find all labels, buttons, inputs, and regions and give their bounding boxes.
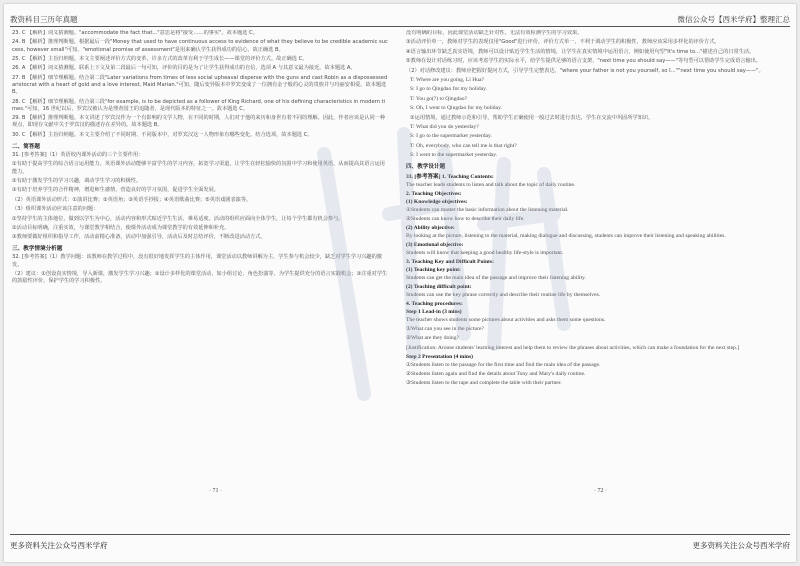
dialogue-line: ②运用情境，通过教师示范和引导，帮助学生正确使用一般过去时进行表达，学生在交流中巩固所学知识。 [410, 114, 654, 121]
paragraph: 32. [参考答案]（1）教学问题：该教师在教学过程中，没有很好地发挥学生的主体作用，课堂活动以教师讲解为主，学生参与机会较少，缺乏对学生学习兴趣的激发。 [12, 254, 382, 268]
paragraph: ③有助于培养学生的合作精神，增进师生感情，营造良好的学习氛围，促进学生全面发展。 [12, 187, 219, 194]
right-page-column [406, 30, 784, 484]
paragraph: 25. C 【解析】主旨归纳题。本文主要阐述评价方式的变革，许多方式的改革有利于学生成长——课堂的评价方式。故正确选 C。 [12, 55, 308, 62]
paragraph: ②活动目标明确，注重实效，与课堂教学相结合，使课外活动成为课堂教学的有效延伸和补充。 [12, 224, 230, 231]
paragraph: ④语言输出环节缺乏真实语境，教师可以设计贴近学生生活的情境，让学生在真实情境中运用语言，例如使用句型"It's time to..."描述自己的日常生活。 [406, 48, 755, 55]
subsection-heading: Step 1 Lead-in (3 mins) [406, 309, 462, 316]
section-heading: 四、教学设计题 [406, 164, 446, 171]
paragraph: The teacher leads students to listen and talk about the topic of daily routine. [406, 181, 576, 188]
paragraph: ①What can you see in the picture? [406, 325, 485, 332]
subsection-heading: Step 2 Presentation (4 mins) [406, 354, 474, 361]
paragraph: 30. C 【解析】主旨归纳题。本文主要介绍了不同时期、不同版本中，对罗宾汉这一人物形象有哪些变化。结合选项，故本题选 C。 [12, 131, 313, 138]
paragraph: ②有助于激发学生的学习兴趣，调动学生学习的积极性。 [12, 177, 142, 184]
page-number-right: · 72 · [594, 488, 607, 494]
paragraph: 23. C 【解析】词义猜测题。"accommodate the fact that..."意思是将"接受……的事实"。故本题选 C。 [12, 30, 258, 36]
paragraph: By looking at the picture, listening to the material, making dialogue and discussing, students can improve their listening and speaking abilities. [406, 232, 726, 239]
dialogue-line: S: Oh, I went to Qingdao for my holiday. [410, 105, 502, 112]
paragraph: 31. [参考答案]（1）英语校内课外活动的三个主要作用： [12, 151, 144, 158]
paragraph: （3）组织课外活动应该注意的问题： [12, 206, 99, 213]
footer-divider [10, 534, 790, 535]
subsection-heading: 4. Teaching procedures: [406, 301, 463, 308]
paragraph: ①Students listen to the passage for the first time and find the main idea of the passage. [406, 361, 601, 368]
paragraph: ⑤教师在设计对话练习时，应该考虑学生的实际水平，给学生提供足够的语言支架，"next time you should say——"等句型可以帮助学生完成语言输出。 [406, 58, 762, 65]
paragraph: （2）对话修改建议：教师应把握好提问方式，引导学生完整表达，"where your father is not you yourself, so I...""next time you should say——"。 [406, 67, 764, 74]
paragraph: Students can use the key phrase correctly and describe their routine life by themselves. [406, 291, 601, 298]
paragraph: 24. B 【解析】推理判断题。根据最后一段"Money that used to have continuous access to evidence of what they believe to be credible academic success, however small"可知，"emotional promise of assessment"是用来确认学生获得成功的信心，故正确选 B。 [12, 39, 388, 53]
dialogue-line: S: I go to Qingdao for my holiday. [410, 86, 488, 93]
dialogue-line: S: I go to the supermarket yesterday. [410, 133, 492, 140]
subsection-heading: (1) Knowledge objectives: [406, 199, 468, 206]
paragraph: Students can get the main idea of the passage and improve their listening ability. [406, 274, 586, 281]
paragraph: [Justification: Arouse students' learning interest and help them to review the phrases about activities, which can make a foundation for the next step.] [406, 344, 740, 351]
dialogue-line: T: You go(?) to Qingdao? [410, 95, 468, 102]
paragraph: ①坚持学生的主体地位，做到以学生为中心，活动内容和形式贴近学生生活，难易适度。活动的组织应面向全体学生，让每个学生都有机会参与。 [12, 215, 344, 222]
paragraph: 27. B 【解析】细节理解题。结合第二段"Later variations from times of less social upheaval disperse with the guns and cast Robin as a dispossessed aristocrat with a heart of gold and a love interest, Maid Marian."可知，随后变异版本中罗宾变成了一位拥有金子般的心灵的贵族并与玛丽安相爱。故本题选 B。 [12, 74, 388, 96]
header-divider [10, 26, 790, 27]
left-page-column [12, 30, 390, 484]
paragraph: ②Students can know how to describe their daily life. [406, 216, 525, 223]
page-number-left: · 71 · [209, 488, 222, 494]
subsection-heading: 3. Teaching Key and Difficult Points: [406, 259, 494, 266]
paragraph: Students will know that keeping a good healthy life-style is important. [406, 249, 564, 256]
header-right-title: 微信公众号【西米学府】整理汇总 [677, 15, 790, 24]
subsection-heading: (2) Teaching difficult point: [406, 284, 472, 291]
paragraph: 26. A 【解析】词义猜测题。联系上下文及第二段最后一句可知，评价的目的是为了让学生获得成功的自信，选项 A 与其意义最为接近。故本题选 A。 [12, 65, 356, 72]
subsection-heading: (2) Ability objective: [406, 225, 455, 232]
subsection-heading: 33. [参考答案] 1. Teaching Contents: [406, 174, 494, 181]
paragraph: ③活动评价单一，教师对学生的表现仅用"Good"进行评价，评价方式单一，不利于调动学生的积极性，教师应该采用多样化的评价方式。 [406, 39, 720, 46]
subsection-heading: (1) Teaching key point: [406, 267, 461, 274]
paragraph: ②Students listen again and find the details about Tony and Mary's daily routine. [406, 370, 586, 377]
paragraph: The teacher shows students some pictures about activities and asks them some questions. [406, 316, 606, 323]
dialogue-line: S: I went to the supermarket yesterday. [410, 152, 498, 159]
dialogue-line: T: Oh, everybody, who can tell me is that right? [410, 142, 517, 149]
paragraph: ③Students listen to the tape and complete the table with their partner. [406, 380, 562, 387]
paragraph: ②What are they doing? [406, 335, 460, 342]
footer-left: 更多资料关注公众号西米学府 [10, 541, 108, 550]
footer-right: 更多资料关注公众号西米学府 [692, 541, 790, 550]
subsection-heading: (3) Emotional objective: [406, 242, 464, 249]
document-spread [4, 4, 796, 562]
paragraph: 28. C 【解析】细节理解题。结合第三段"for example, is to be depicted as a follower of King Richard, one of his defining characteristics in modern times."可知，16 世纪以后，罗宾汉被认为是理查国王的追随者，是现代版本的特征之一。故本题选 C。 [12, 98, 386, 112]
dialogue-line: T: Where are you going, Li Hua? [410, 76, 485, 83]
paragraph: （2）建议：①创设真实情境，导入新课，激发学生学习兴趣；②设计多样化的课堂活动，如小组讨论、角色扮演等，为学生提供充分的语言实践机会；③注重对学生的鼓励性评价，保护学生的学习积极性。 [12, 271, 388, 285]
section-heading: 三、教学情境分析题 [12, 246, 63, 253]
paragraph: ③教师要做好组织和指导工作，活动前精心准备，活动中加强引导，活动后及时总结评价，不断改进活动方式。 [12, 234, 266, 241]
paragraph: ①有助于提高学生的综合语言运用能力。英语课外活动能够丰富学生的学习内容，拓宽学习渠道，让学生在轻松愉快的氛围中学习和使用英语，从而提高其语言运用能力。 [12, 161, 385, 175]
paragraph: ①Students can master the basic information about the listening material. [406, 206, 569, 213]
paragraph: 没有明确的目标，因此课堂活动缺乏针对性，无法有效检测学生的学习效果。 [406, 30, 583, 36]
paragraph: （2）英语课外活动形式：①演讲比赛；②英语角；③英语手抄报；④英语歌曲比赛；⑤英语戏剧表演等。 [12, 196, 252, 203]
section-heading: 二、简答题 [12, 143, 40, 150]
dialogue-line: T: What did you do yesterday? [410, 123, 479, 130]
header-bar [10, 14, 790, 26]
subsection-heading: 2. Teaching Objectives: [406, 191, 462, 198]
paragraph: 29. B 【解析】推理判断题。本文讲述了罗宾汉作为一个有影响的文学人物，在不同的时期，人们对于他的来历和身世有着不同的理解。因此，作者应该是认同一种观点，即现存文献中关于罗宾汉的描述存在差异的。故本题选 B。 [12, 115, 386, 129]
header-left-title: 教资科目三历年真题 [10, 15, 78, 24]
